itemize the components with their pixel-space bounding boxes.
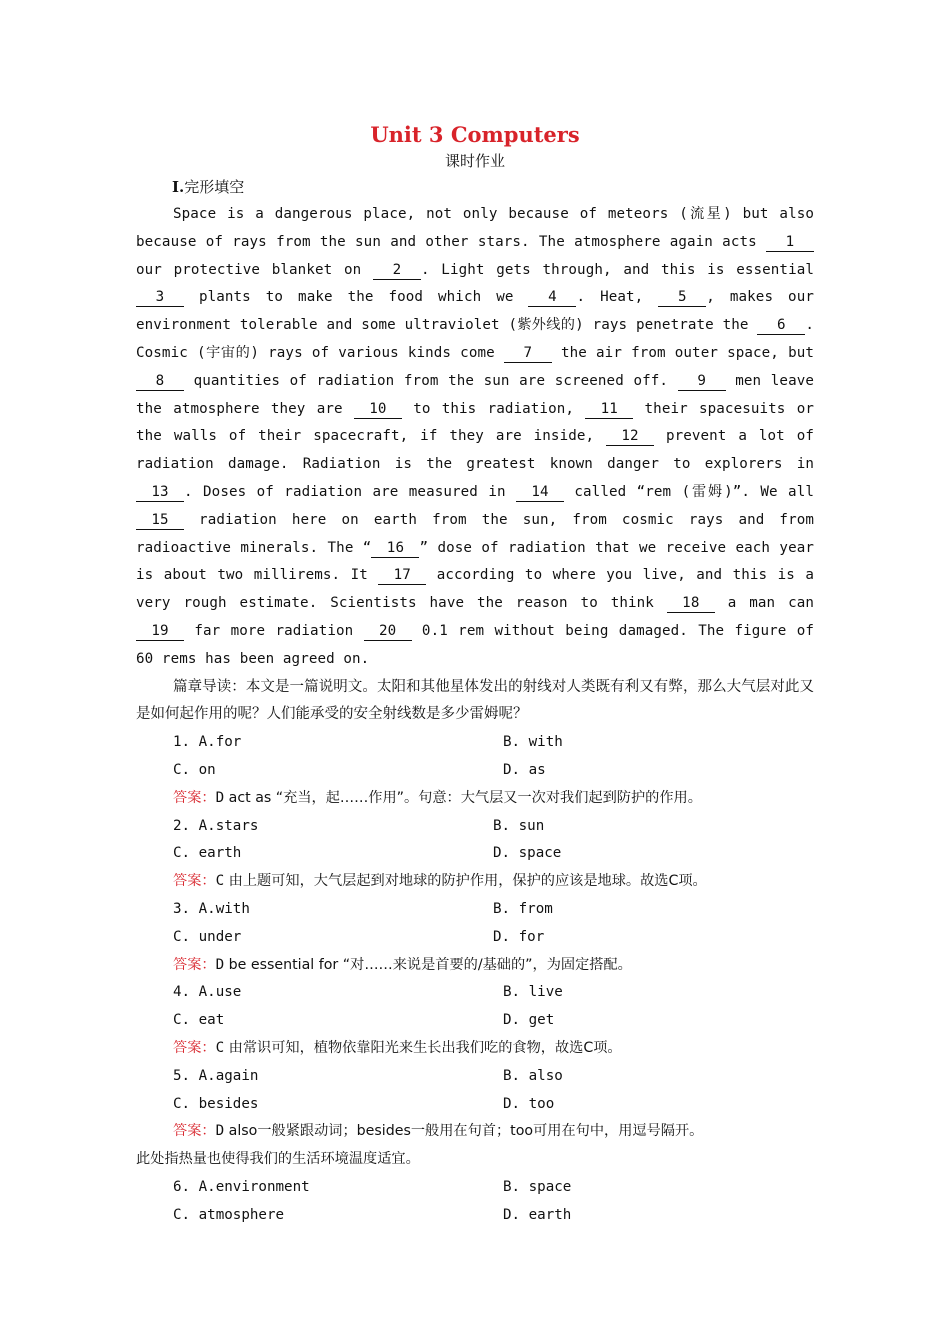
blank-14: 14: [516, 483, 564, 502]
answer-label: 答案：: [173, 873, 216, 890]
passage-text: , makes our environment tolerable and some ultraviolet (紫外线的) rays penetrate the: [136, 289, 814, 334]
answer-label: 答案：: [173, 1123, 216, 1140]
answer-key: D: [215, 1123, 225, 1140]
passage-text: called “rem (雷姆)”. We all: [564, 483, 814, 500]
answer-label: 答案：: [173, 789, 216, 806]
blank-6: 6: [757, 316, 805, 335]
blank-3: 3: [136, 288, 184, 307]
option-d: D. too: [503, 1095, 555, 1112]
answer-key: D: [215, 956, 225, 973]
option-b: B. live: [503, 984, 563, 1001]
blank-15: 15: [136, 511, 184, 530]
blank-11: 11: [585, 400, 633, 419]
passage-text: . Light gets through, and this is essential: [420, 261, 814, 278]
option-c: C. on: [173, 761, 216, 778]
blank-19: 19: [136, 622, 184, 641]
option-c: C. under: [173, 928, 242, 945]
passage-text: . Heat,: [576, 289, 659, 306]
answer-5: [136, 1118, 814, 1146]
passage-text: 0.1 rem without being damaged. The figure of 60 rems has been agreed on.: [136, 622, 814, 667]
answer-explanation: 由上题可知，大气层起到对地球的防护作用，保护的应该是地球。故选C项。: [224, 873, 707, 890]
answer-key: D: [215, 789, 225, 806]
answer-3: [136, 952, 814, 980]
option-a: 3. A.with: [173, 900, 250, 917]
question-2: [136, 813, 814, 896]
answer-explanation: be essential for “对……来说是首要的/基础的”，为固定搭配。: [224, 956, 632, 973]
option-a: 1. A.for: [173, 734, 242, 751]
passage-text: the air from outer space, but: [551, 344, 814, 361]
passage-text: their spacesuits or the walls of their spacecraft, if they are inside,: [136, 400, 814, 445]
cloze-passage: [136, 201, 814, 674]
question-1: [136, 729, 814, 812]
answer-4: [136, 1035, 814, 1063]
answer-explanation: also一般紧跟动词；besides一般用在句首；too可用在句中，用逗号隔开。: [224, 1123, 704, 1140]
section-number: Ⅰ.: [172, 178, 185, 196]
question-3: [136, 896, 814, 979]
passage-text: Space is a dangerous place, not only because of meteors (流星) but also because of rays from the sun and other stars. The atmosphere again acts: [136, 206, 814, 250]
passage-text: far more radiation: [184, 622, 364, 639]
option-b: B. space: [503, 1178, 572, 1195]
blank-2: 2: [373, 261, 421, 280]
option-d: D. get: [503, 1012, 555, 1029]
blank-5: 5: [658, 288, 706, 307]
blank-17: 17: [378, 566, 426, 585]
section-heading: [172, 174, 814, 201]
option-d: D. as: [503, 761, 546, 778]
answer-label: 答案：: [173, 956, 216, 973]
question-5: [136, 1063, 814, 1174]
blank-8: 8: [136, 372, 184, 391]
option-c: C. besides: [173, 1095, 259, 1112]
blank-7: 7: [504, 344, 552, 363]
blank-12: 12: [606, 427, 654, 446]
page-title: Unit 3 Computers: [370, 122, 580, 147]
option-b: B. with: [503, 734, 563, 751]
question-6: [136, 1174, 814, 1230]
question-4: [136, 979, 814, 1062]
passage-text: a man can: [714, 595, 814, 612]
answer-explanation-continued: 此处指热量也使得我们的生活环境温度适宜。: [136, 1151, 420, 1168]
passage-text: radiation here on earth from the sun, from cosmic rays and from radioactive minerals. The “: [136, 511, 814, 556]
passage-text: plants to make the food which we: [184, 289, 529, 306]
passage-text: quantities of radiation from the sun are screened off.: [184, 372, 678, 389]
option-d: D. earth: [503, 1206, 572, 1223]
answer-key: C: [215, 873, 225, 890]
answer-explanation: act as “充当，起……作用”。句意：大气层又一次对我们起到防护的作用。: [224, 789, 702, 806]
answer-label: 答案：: [173, 1039, 216, 1056]
blank-20: 20: [364, 622, 412, 641]
blank-13: 13: [136, 483, 184, 502]
answer-key: C: [215, 1039, 225, 1056]
option-a: 5. A.again: [173, 1067, 259, 1084]
passage-text: men leave the atmosphere they are: [136, 372, 814, 417]
answer-2: [136, 868, 814, 896]
page-subtitle: 课时作业: [444, 152, 505, 170]
blank-1: 1: [766, 233, 814, 252]
option-a: 6. A.environment: [173, 1178, 310, 1195]
passage-text: our protective blanket on: [136, 261, 373, 278]
document-content: [136, 120, 814, 1229]
option-d: D. space: [493, 845, 562, 862]
blank-18: 18: [667, 594, 715, 613]
option-b: B. also: [503, 1067, 563, 1084]
option-d: D. for: [493, 928, 545, 945]
passage-text: . Doses of radiation are measured in: [184, 483, 516, 500]
blank-10: 10: [354, 400, 402, 419]
option-a: 4. A.use: [173, 984, 242, 1001]
option-c: C. eat: [173, 1012, 225, 1029]
option-b: B. from: [493, 900, 553, 917]
option-a: 2. A.stars: [173, 817, 259, 834]
blank-9: 9: [678, 372, 726, 391]
section-name: 完形填空: [184, 178, 245, 196]
option-c: C. atmosphere: [173, 1206, 285, 1223]
passage-text: ” dose of radiation that we receive each year is about two millirems. It: [136, 539, 814, 584]
passage-text: according to where you live, and this is a very rough estimate. Scientists have the reason to think: [136, 567, 814, 612]
passage-text: to this radiation,: [401, 400, 586, 417]
answer-1: [136, 785, 814, 813]
option-b: B. sun: [493, 817, 545, 834]
blank-16: 16: [371, 539, 419, 558]
passage-text: prevent a lot of radiation damage. Radiation is the greatest known danger to explorers in: [136, 428, 814, 473]
reading-guide: 篇章导读：本文是一篇说明文。太阳和其他星体发出的射线对人类既有利又有弊，那么大气层对此又是如何起作用的呢？人们能承受的安全射线数是多少雷姆呢？: [136, 678, 814, 723]
blank-4: 4: [528, 288, 576, 307]
passage-text: . Cosmic (宇宙的) rays of various kinds come: [136, 317, 814, 361]
option-c: C. earth: [173, 845, 242, 862]
answer-explanation: 由常识可知，植物依靠阳光来生长出我们吃的食物，故选C项。: [224, 1039, 622, 1056]
